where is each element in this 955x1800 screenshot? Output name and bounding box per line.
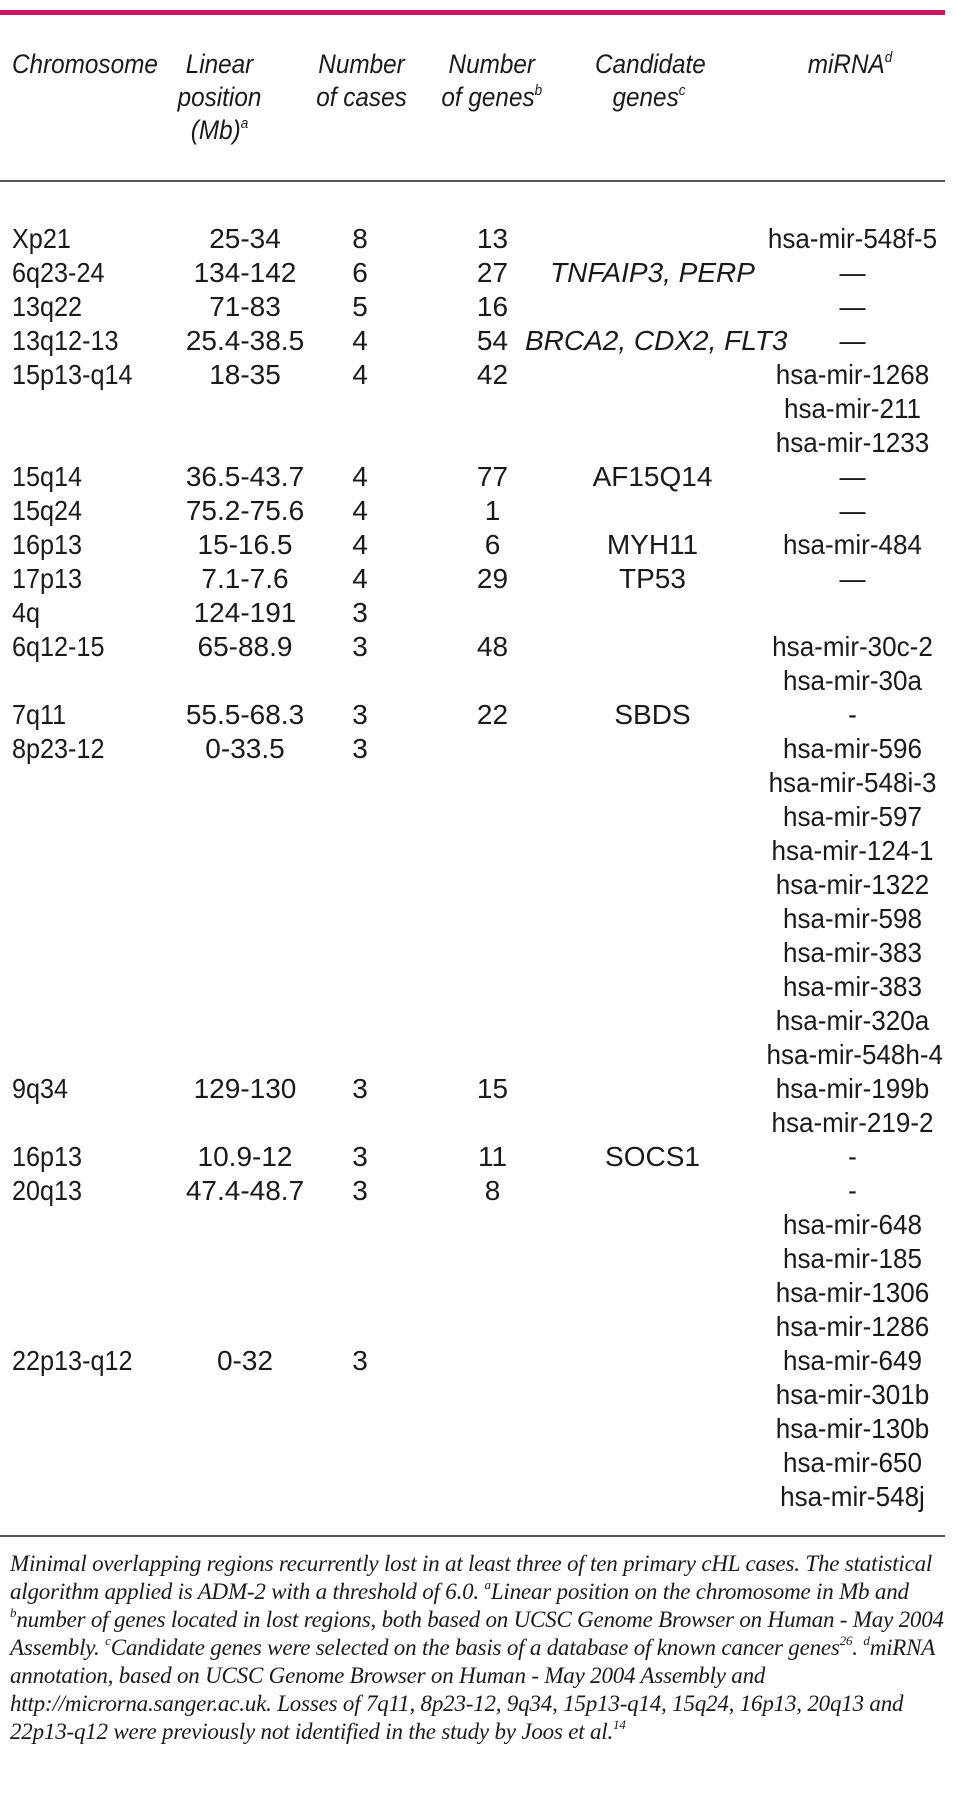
cell-linear-position: 134-142 bbox=[193, 257, 297, 288]
top-rule bbox=[0, 10, 945, 15]
cell-number-of-cases: 5 bbox=[352, 291, 368, 322]
cell-mirna: hsa-mir-383 bbox=[783, 971, 922, 1002]
table-row bbox=[0, 902, 945, 936]
table-row bbox=[0, 460, 945, 494]
cell-number-of-genes: 77 bbox=[476, 461, 509, 492]
cell-mirna: hsa-mir-648 bbox=[783, 1209, 922, 1240]
cell-mirna: hsa-mir-1268 bbox=[775, 359, 930, 390]
cell-chromosome: Xp21 bbox=[12, 223, 71, 254]
cell-chromosome: 15p13-q14 bbox=[12, 359, 133, 390]
cell-chromosome: 13q22 bbox=[12, 291, 83, 322]
cell-mirna: hsa-mir-650 bbox=[783, 1447, 922, 1478]
cell-linear-position: 55.5-68.3 bbox=[185, 699, 305, 730]
cell-mirna: hsa-mir-219-2 bbox=[771, 1107, 934, 1138]
cell-mirna: hsa-mir-596 bbox=[783, 733, 922, 764]
cell-number-of-cases: 3 bbox=[352, 597, 368, 628]
cell-candidate-genes: SBDS bbox=[614, 699, 691, 730]
header-number-of-genes: Number of genes$^b$ bbox=[441, 49, 543, 112]
cell-number-of-cases: 3 bbox=[352, 699, 368, 730]
cell-linear-position: 71-83 bbox=[209, 291, 281, 322]
cell-number-of-genes: 27 bbox=[476, 257, 509, 288]
table-row bbox=[0, 970, 945, 1004]
table-row bbox=[0, 698, 945, 732]
cell-mirna: hsa-mir-199b bbox=[775, 1073, 930, 1104]
table-row bbox=[0, 324, 945, 358]
cell-chromosome: 6q12-15 bbox=[12, 631, 105, 662]
header-chromosome: Chromosome bbox=[12, 49, 158, 79]
table-row bbox=[0, 732, 945, 766]
cell-mirna: hsa-mir-548j bbox=[780, 1481, 925, 1512]
cell-mirna: hsa-mir-211 bbox=[783, 393, 922, 424]
cell-mirna: hsa-mir-649 bbox=[783, 1345, 922, 1376]
cell-mirna: hsa-mir-1233 bbox=[775, 427, 930, 458]
cell-chromosome: 17p13 bbox=[12, 563, 83, 594]
cell-number-of-cases: 4 bbox=[352, 325, 368, 356]
cell-chromosome: 9q34 bbox=[12, 1073, 69, 1104]
cell-chromosome: 22p13-q12 bbox=[12, 1345, 133, 1376]
bottom-rule bbox=[0, 1535, 945, 1537]
cell-candidate-genes: SOCS1 bbox=[605, 1141, 700, 1172]
cell-candidate-genes: TP53 bbox=[619, 563, 686, 594]
cell-mirna: — bbox=[839, 257, 866, 288]
cell-linear-position: 18-35 bbox=[209, 359, 281, 390]
cell-chromosome: 16p13 bbox=[12, 1141, 83, 1172]
table-row bbox=[0, 1344, 945, 1378]
cell-chromosome: 6q23-24 bbox=[12, 257, 105, 288]
cell-mirna: — bbox=[839, 325, 866, 356]
cell-number-of-cases: 4 bbox=[352, 529, 368, 560]
cell-mirna: hsa-mir-301b bbox=[775, 1379, 930, 1410]
cell-number-of-cases: 3 bbox=[352, 1141, 368, 1172]
table-row bbox=[0, 1106, 945, 1140]
cell-candidate-genes: AF15Q14 bbox=[592, 461, 713, 492]
cell-candidate-genes: MYH11 bbox=[606, 529, 699, 560]
cell-number-of-genes: 42 bbox=[476, 359, 509, 390]
table-row bbox=[0, 936, 945, 970]
cell-mirna: hsa-mir-548i-3 bbox=[768, 767, 937, 798]
cell-number-of-genes: 13 bbox=[476, 223, 509, 254]
table-row bbox=[0, 1208, 945, 1242]
table-row bbox=[0, 596, 945, 630]
cell-linear-position: 124-191 bbox=[193, 597, 297, 628]
cell-number-of-genes: 54 bbox=[476, 325, 509, 356]
table-row bbox=[0, 766, 945, 800]
table-row bbox=[0, 664, 945, 698]
cell-mirna: hsa-mir-597 bbox=[783, 801, 922, 832]
cell-number-of-genes: 11 bbox=[477, 1141, 508, 1172]
cell-linear-position: 0-33.5 bbox=[205, 733, 285, 764]
cell-mirna: hsa-mir-548h-4 bbox=[766, 1039, 944, 1070]
cell-linear-position: 65-88.9 bbox=[197, 631, 293, 662]
cell-mirna: - bbox=[848, 699, 857, 730]
cell-linear-position: 129-130 bbox=[193, 1073, 297, 1104]
cell-number-of-genes: 6 bbox=[484, 529, 501, 560]
cell-mirna: hsa-mir-598 bbox=[783, 903, 922, 934]
cell-linear-position: 7.1-7.6 bbox=[201, 563, 289, 594]
cell-mirna: - bbox=[848, 1141, 857, 1172]
cell-mirna: — bbox=[839, 495, 866, 526]
cell-chromosome: 16p13 bbox=[12, 529, 83, 560]
cell-number-of-genes: 1 bbox=[484, 495, 501, 526]
cell-number-of-cases: 6 bbox=[352, 257, 368, 288]
cell-chromosome: 20q13 bbox=[12, 1175, 83, 1206]
cell-mirna: hsa-mir-383 bbox=[783, 937, 922, 968]
table-row bbox=[0, 426, 945, 460]
table-row bbox=[0, 358, 945, 392]
cell-number-of-genes: 16 bbox=[476, 291, 509, 322]
cell-linear-position: 75.2-75.6 bbox=[185, 495, 305, 526]
cell-linear-position: 0-32 bbox=[216, 1345, 274, 1376]
cell-number-of-cases: 4 bbox=[352, 495, 368, 526]
table-row bbox=[0, 528, 945, 562]
header-number-of-cases: Number of cases bbox=[316, 49, 407, 112]
cell-number-of-cases: 4 bbox=[352, 461, 368, 492]
cell-mirna: hsa-mir-130b bbox=[775, 1413, 930, 1444]
cell-linear-position: 47.4-48.7 bbox=[185, 1175, 305, 1206]
table-row bbox=[0, 1310, 945, 1344]
cell-number-of-cases: 3 bbox=[352, 1345, 368, 1376]
table-row bbox=[0, 630, 945, 664]
table-row bbox=[0, 1412, 945, 1446]
cell-chromosome: 4q bbox=[12, 597, 41, 628]
table-row bbox=[0, 1140, 945, 1174]
header-candidate-genes: Candidate genes$^c$ bbox=[595, 49, 706, 112]
cell-mirna: - bbox=[848, 1175, 857, 1206]
table-row bbox=[0, 1446, 945, 1480]
cell-linear-position: 36.5-43.7 bbox=[185, 461, 305, 492]
table-row bbox=[0, 222, 945, 256]
table-row bbox=[0, 1004, 945, 1038]
cell-number-of-cases: 3 bbox=[352, 1073, 368, 1104]
cell-number-of-genes: 22 bbox=[476, 699, 509, 730]
table-row bbox=[0, 494, 945, 528]
cell-mirna: hsa-mir-30a bbox=[783, 665, 922, 696]
cell-number-of-genes: 15 bbox=[476, 1073, 509, 1104]
cell-chromosome: 7q11 bbox=[12, 699, 67, 730]
table-caption: Minimal overlapping regions recurrently lost in at least three of ten primary cHL cases. The statistical algorithm applied is ADM-2 with a threshold of 6.0. $^a$Linear position on the chromosome in Mb and $^b$number of genes located in lost regions, both based on UCSC Genome Browser on Human - May 2004 Assembly. $^c$Candidate genes were selected on the basis of a database of known cancer genes$^{26}$. $^d$miRNA annotation, based on UCSC Genome Browser on Human - May 2004 Assembly and http://microrna.sanger.ac.uk. Losses of 7q11, 8p23-12, 9q34, 15p13-q14, 15q24, 16p13, 20q13 and 22p13-q12 were previously not identified in the study by Joos et al.$^{14}$ bbox=[10, 1551, 944, 1744]
cell-linear-position: 10.9-12 bbox=[197, 1141, 293, 1172]
table-row bbox=[0, 800, 945, 834]
table-row bbox=[0, 1038, 945, 1072]
cell-mirna: hsa-mir-1286 bbox=[775, 1311, 930, 1342]
cell-chromosome: 15q14 bbox=[12, 461, 83, 492]
cell-mirna: hsa-mir-1322 bbox=[775, 869, 930, 900]
table-row bbox=[0, 256, 945, 290]
cell-number-of-cases: 8 bbox=[352, 223, 368, 254]
cell-number-of-genes: 29 bbox=[476, 563, 509, 594]
cell-number-of-genes: 8 bbox=[484, 1175, 501, 1206]
cell-number-of-genes: 48 bbox=[476, 631, 509, 662]
cell-number-of-cases: 3 bbox=[352, 631, 368, 662]
table-row bbox=[0, 1072, 945, 1106]
cell-chromosome: 13q12-13 bbox=[12, 325, 119, 356]
cell-mirna: hsa-mir-1306 bbox=[775, 1277, 930, 1308]
table-row bbox=[0, 290, 945, 324]
cell-mirna: hsa-mir-548f-5 bbox=[767, 223, 938, 254]
cell-number-of-cases: 3 bbox=[352, 1175, 368, 1206]
cell-chromosome: 8p23-12 bbox=[12, 733, 105, 764]
table-row bbox=[0, 834, 945, 868]
table-row bbox=[0, 868, 945, 902]
header-linear-position: Linear position $(Mb)^a$ bbox=[177, 49, 262, 145]
cell-candidate-genes: TNFAIP3, PERP bbox=[550, 257, 755, 288]
cell-mirna: hsa-mir-185 bbox=[783, 1243, 922, 1274]
cell-mirna: — bbox=[839, 563, 866, 594]
cell-number-of-cases: 4 bbox=[352, 563, 368, 594]
cell-mirna: hsa-mir-320a bbox=[775, 1005, 930, 1036]
cell-number-of-cases: 4 bbox=[352, 359, 368, 390]
cell-linear-position: 25-34 bbox=[209, 223, 281, 254]
cell-candidate-genes: BRCA2, CDX2, FLT3 bbox=[525, 325, 788, 356]
cell-mirna: — bbox=[839, 291, 866, 322]
cell-linear-position: 25.4-38.5 bbox=[185, 325, 305, 356]
cell-mirna: hsa-mir-30c-2 bbox=[772, 631, 933, 662]
table-body bbox=[0, 222, 945, 1514]
cell-linear-position: 15-16.5 bbox=[197, 529, 293, 560]
cell-chromosome: 15q24 bbox=[12, 495, 83, 526]
cell-number-of-cases: 3 bbox=[352, 733, 368, 764]
table-row bbox=[0, 1378, 945, 1412]
table-row bbox=[0, 1242, 945, 1276]
header-divider bbox=[0, 180, 945, 182]
table-row bbox=[0, 392, 945, 426]
header-mirna: miRNA$^d$ bbox=[807, 49, 893, 79]
table-row bbox=[0, 1480, 945, 1514]
table-row bbox=[0, 1276, 945, 1310]
table-row bbox=[0, 1174, 945, 1208]
cell-mirna: — bbox=[839, 461, 866, 492]
table-row bbox=[0, 562, 945, 596]
cell-mirna: hsa-mir-484 bbox=[783, 529, 922, 560]
cell-mirna: hsa-mir-124-1 bbox=[771, 835, 934, 866]
